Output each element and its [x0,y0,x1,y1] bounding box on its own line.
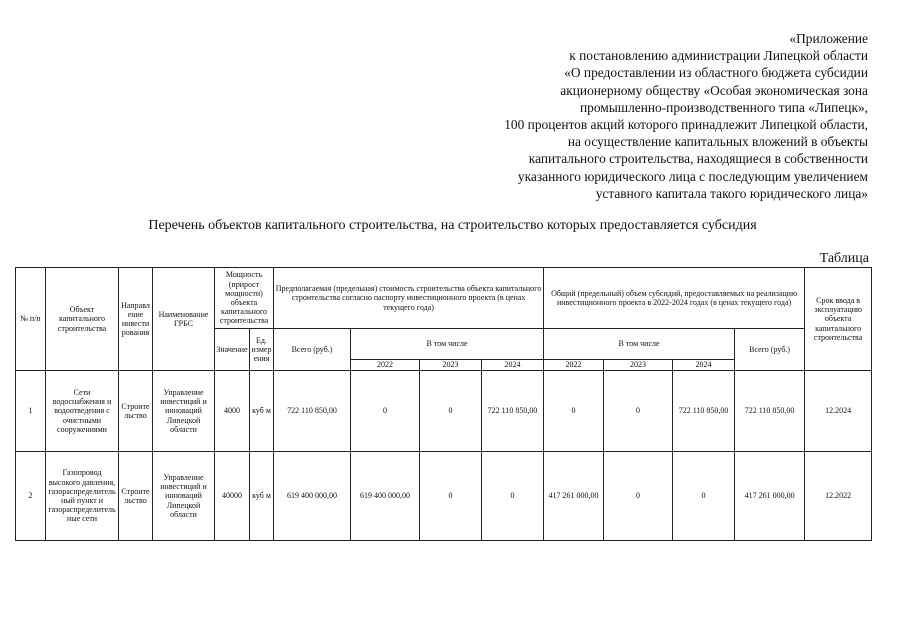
cell-capacity-value: 40000 [215,452,250,541]
cell-subsidy-2022: 0 [544,371,604,452]
cell-cost-2022: 619 400 000,00 [351,452,420,541]
header-object: Объект капитального строительства [46,268,119,371]
header-subsidy-year-2022: 2022 [544,360,604,371]
cell-subsidy-2023: 0 [604,452,673,541]
appendix-line: на осуществление капитальных вложений в объекты [567,134,868,150]
cell-grbs: Управление инвестиций и инноваций Липецкой области [153,452,215,541]
cell-object: Сети водоснабжения и водоотведения с очистными сооружениями [46,371,119,452]
appendix-header [398,30,868,202]
cell-subsidy-total: 417 261 000,00 [735,452,805,541]
appendix-line: указанного юридического лица с последующим увеличением [517,168,868,184]
cell-capacity-unit: куб м [250,371,274,452]
header-capacity: Мощность (прирост мощности) объекта капитального строительства [215,268,274,329]
table-row [16,371,872,452]
cell-num: 1 [16,371,46,452]
appendix-line: промышленно-производственного типа «Липецк», [579,99,868,115]
cell-cost-total: 722 110 850,00 [274,371,351,452]
cell-cost-2023: 0 [420,452,482,541]
header-subsidy-total: Всего (руб.) [735,329,805,371]
header-commission: Срок ввода в эксплуатацию объекта капитального строительства [805,268,872,371]
cell-direction: Строительство [119,452,153,541]
objects-table [15,267,872,541]
header-subsidy-group: Общий (предельный) объем субсидий, предоставляемых на реализацию инвестиционного проекта в 2022-2024 годах (в ценах текущего года) [544,268,805,329]
cell-subsidy-2024: 0 [673,452,735,541]
cell-direction: Строительство [119,371,153,452]
cell-num: 2 [16,452,46,541]
cell-grbs: Управление инвестиций и инноваций Липецкой области [153,371,215,452]
cell-cost-2023: 0 [420,371,482,452]
cell-cost-2024: 0 [482,452,544,541]
header-cost-year-2023: 2023 [420,360,482,371]
appendix-line: «Приложение [789,31,868,46]
cell-object: Газопровод высокого давления, газораспределительный пункт и газораспределительные сети [46,452,119,541]
header-subsidy-including: В том числе [544,329,735,360]
appendix-line: 100 процентов акций которого принадлежит Липецкой области, [504,117,868,133]
header-capacity-value: Значение [215,329,250,371]
header-cost-group: Предполагаемая (предельная) стоимость строительства объекта капитального строительства согласно паспорту инвестиционного проекта (в ценах текущего года) [274,268,544,329]
header-direction: Направление инвестирования [119,268,153,371]
cell-subsidy-total: 722 110 850,00 [735,371,805,452]
appendix-line: «О предоставлении из областного бюджета субсидии [564,65,868,81]
appendix-line: капитального строительства, находящиеся в собственности [528,151,868,167]
cell-subsidy-2024: 722 110 850,00 [673,371,735,452]
header-subsidy-year-2024: 2024 [673,360,735,371]
table-row [16,452,872,541]
document-title: Перечень объектов капитального строительства, на строительство которых предоставляется субсидия [148,218,757,233]
header-num: № п/п [16,268,46,371]
appendix-line: уставного капитала такого юридического лица» [595,185,868,201]
cell-cost-2022: 0 [351,371,420,452]
cell-commission: 12.2022 [805,452,872,541]
cell-capacity-value: 4000 [215,371,250,452]
cell-subsidy-2023: 0 [604,371,673,452]
header-cost-total: Всего (руб.) [274,329,351,371]
cell-subsidy-2022: 417 261 000,00 [544,452,604,541]
appendix-line: акционерному обществу «Особая экономическая зона [560,82,868,98]
cell-cost-2024: 722 110 850,00 [482,371,544,452]
header-cost-year-2024: 2024 [482,360,544,371]
header-subsidy-year-2023: 2023 [604,360,673,371]
cell-capacity-unit: куб м [250,452,274,541]
table-label: Таблица [819,251,869,266]
header-grbs: Наименование ГРБС [153,268,215,371]
cell-cost-total: 619 400 000,00 [274,452,351,541]
appendix-line: к постановлению администрации Липецкой области [569,48,868,64]
header-cost-including: В том числе [351,329,544,360]
header-cost-year-2022: 2022 [351,360,420,371]
header-capacity-unit: Ед. измерения [250,329,274,371]
cell-commission: 12.2024 [805,371,872,452]
